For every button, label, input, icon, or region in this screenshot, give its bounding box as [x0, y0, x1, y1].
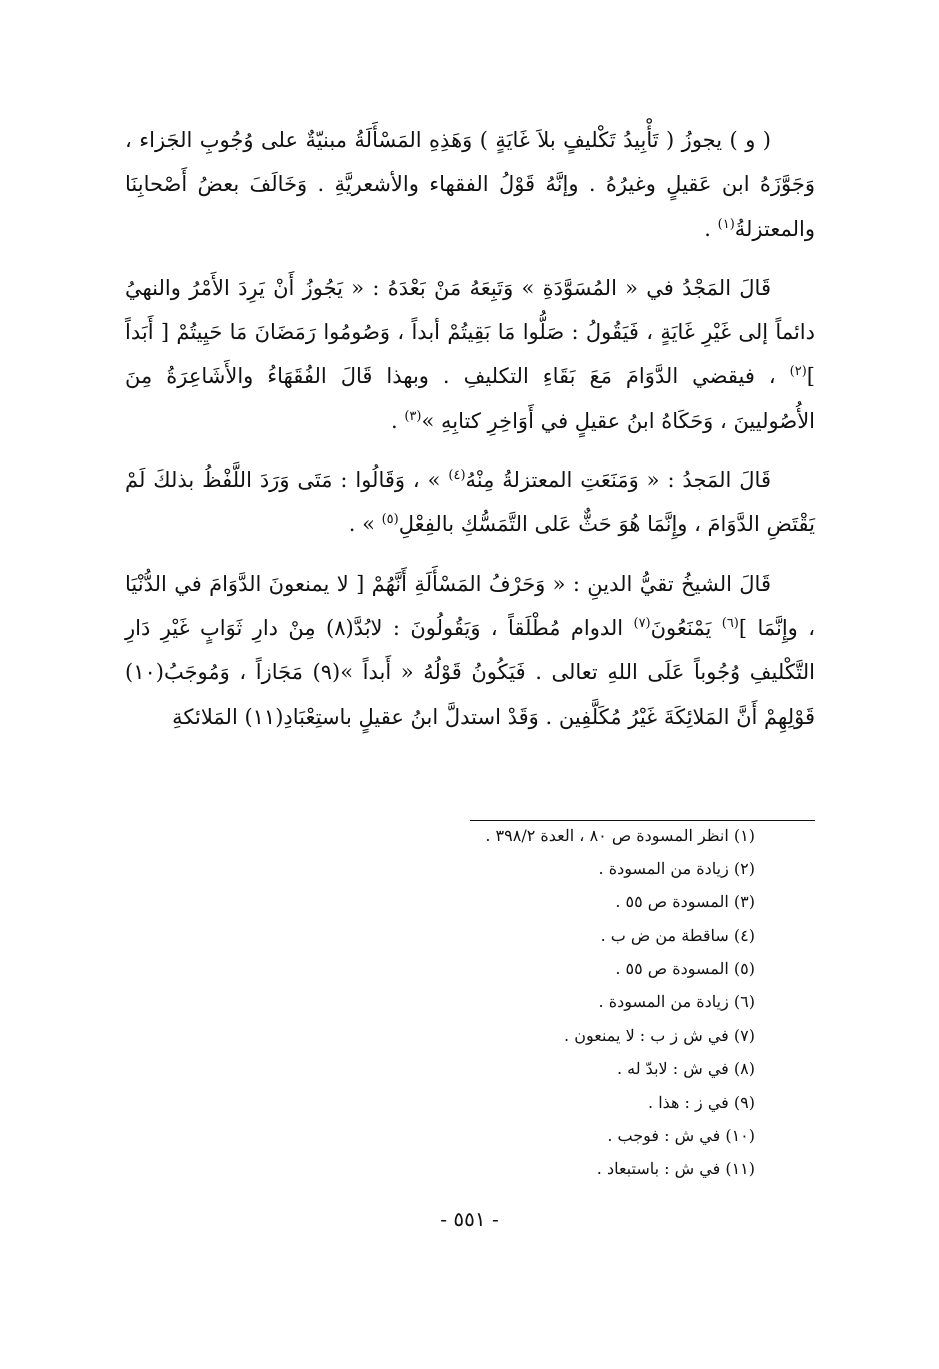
footnote-mark: (١) — [717, 216, 735, 232]
footnote-mark: (٢) — [789, 364, 807, 380]
paragraph-2: قَالَ المَجْدُ في « المُسَوَّدَةِ » وَتَبِعَهُ مَنْ بَعْدَهُ : « يَجُوزُ أَنْ يَرِدَ الأَمْرُ والنهيُ دائماً إلى غَيْرِ غَايَةٍ ، فَيَقُولُ : صَلُّوا مَا بَقِيتُمْ أبداً ، وَصُومُوا رَمَضَانَ مَا حَيِيتُمْ [ أَبَداً ]$^{(٢)}$ ، فيقضي الدَّوَامَ مَعَ بَقَاءِ التكليفِ . وبهذا قَالَ الفُقَهَاءُ والأَشَاعِرَةُ مِنَ الأُصُوليينَ ، وَحَكَاهُ ابنُ عقيلٍ في أَوَاخِرِ كتابِهِ »$^{(٣)}$ . — [125, 275, 815, 433]
footnote-8: (٨) في ش : لابدّ له . — [616, 1059, 755, 1078]
footnote-11: (١١) في ش : باستبعاد . — [596, 1159, 755, 1178]
footnote-2: (٢) زيادة من المسودة . — [598, 859, 755, 878]
footnote-10: (١٠) في ش : فوجب . — [607, 1126, 755, 1145]
footnote-5: (٥) المسودة ص ٥٥ . — [615, 959, 755, 978]
paragraph-1: ( و ) يجوزُ ( تَأْبِيدُ تَكْليفٍ بلاَ غَايَةٍ ) وَهَذِهِ المَسْأَلَةُ مبنيّةٌ على وُجُوبِ الجَزاء ، وَجَوَّزَهُ ابن عَقيلٍ وغيرُهُ . وإنَّهُ قَوْلُ الفقهاء والأشعريَّةِ . وَخَالَفَ بعضُ أَصْحابِنَا والمعتزلةُ$^{(١)}$ . — [125, 128, 815, 241]
footnote-6: (٦) زيادة من المسودة . — [598, 992, 755, 1011]
footnote-mark: (٣) — [404, 408, 422, 424]
footnote-mark: (٦) — [721, 615, 739, 631]
footnote-4: (٤) ساقطة من ض ب . — [600, 926, 755, 945]
main-text — [125, 118, 815, 754]
footnote-mark: (٧) — [633, 615, 651, 631]
footnote-7: (٧) في ش ز ب : لا يمنعون . — [564, 1026, 755, 1045]
footnote-divider — [470, 820, 815, 821]
footnote-mark: (٥) — [381, 512, 399, 528]
paragraph-3: قَالَ المَجدُ : « وَمَنَعَتِ المعتزلةُ مِنْهُ$^{(٤)}$ » ، وَقَالُوا : مَتَى وَرَدَ اللَّفْظُ بذلكَ لَمْ يَقْتَضِ الدَّوَامَ ، وإِنَّمَا هُوَ حَثٌّ عَلى التَّمَسُّكِ بالفِعْلِ$^{(٥)}$ » . — [125, 468, 815, 537]
page-number: - ٥٥١ - — [440, 1207, 499, 1231]
paragraph-4: قَالَ الشيخُ تقيُّ الدينِ : « وَحَرْفُ المَسْأَلَةِ أَنَّهُمْ [ لا يمنعونَ الدَّوَامَ في الدُّنْيَا ، وإِنَّمَا ]$^{(٦)}$ يَمْنَعُونَ$^{(٧)}$ الدوام مُطْلَقاً ، وَيَقُولُونَ : لابُدَّ(٨) مِنْ دارِ ثَوَابٍ غَيْرِ دَارِ التَّكْليفِ وُجُوباً عَلَى اللهِ تعالى . فَيَكُونُ قَوْلُهُ « أَبداً »(٩) مَجَازاً ، وَمُوجَبُ(١٠) قَوْلِهِمْ أَنَّ المَلائِكَةَ غَيْرُ مُكَلَّفِين . وَقَدْ استدلَّ ابنُ عقيلٍ باستِعْبَادِ(١١) المَلائكةِ — [125, 571, 815, 729]
footnote-3: (٣) المسودة ص ٥٥ . — [615, 892, 755, 911]
footnote-mark: (٤) — [448, 468, 466, 484]
footnote-1: (١) انظر المسودة ص ٨٠ ، العدة ٣٩٨/٢ . — [485, 826, 755, 845]
footnote-9: (٩) في ز : هذا . — [648, 1093, 755, 1112]
